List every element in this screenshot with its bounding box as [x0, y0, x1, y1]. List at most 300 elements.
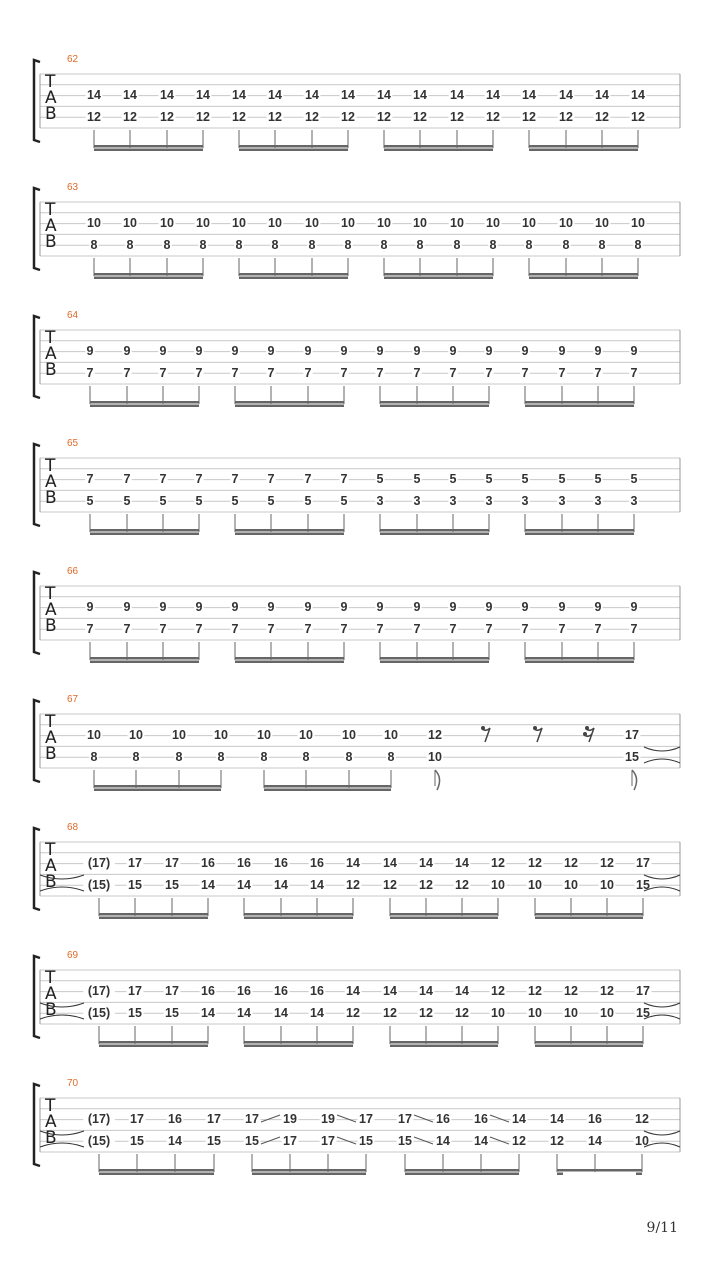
fret-number: 14	[123, 88, 137, 102]
fret-number: 12	[383, 1006, 397, 1020]
fret-number: 10	[600, 1006, 614, 1020]
fret-number: 14	[237, 878, 251, 892]
fret-number: 15	[625, 750, 639, 764]
system-bracket	[34, 444, 40, 526]
fret-number: 14	[201, 878, 215, 892]
fret-number: 7	[376, 366, 384, 380]
beam	[384, 277, 493, 280]
fret-number: 7	[340, 622, 348, 636]
tab-clef-letter: B	[45, 744, 57, 764]
slide-line	[261, 1115, 280, 1122]
fret-number: 5	[521, 472, 529, 486]
fret-number: 7	[123, 622, 131, 636]
fret-number: 16	[237, 856, 251, 870]
tab-clef-letter: T	[45, 840, 56, 860]
fret-number: 12	[268, 110, 282, 124]
fret-number: 5	[413, 472, 421, 486]
fret-number: 7	[485, 366, 493, 380]
fret-number: 14	[559, 88, 573, 102]
fret-number: 14	[413, 88, 427, 102]
beam	[94, 149, 203, 152]
beam	[264, 785, 391, 788]
fret-number: 5	[485, 472, 493, 486]
fret-number: 3	[558, 494, 566, 508]
fret-number: 15	[130, 1134, 144, 1148]
beam	[525, 661, 634, 664]
beam	[99, 1041, 208, 1044]
beam	[235, 405, 344, 408]
fret-number: 15	[128, 1006, 142, 1020]
tab-system	[34, 310, 680, 407]
fret-number: 14	[310, 878, 324, 892]
fret-number: 7	[304, 622, 312, 636]
beam	[235, 661, 344, 664]
fret-number: 10	[196, 216, 210, 230]
fret-number: 12	[600, 856, 614, 870]
fret-number: 16	[274, 984, 288, 998]
fret-number: 7	[630, 622, 638, 636]
fret-number: 9	[304, 344, 312, 358]
fret-number: 19	[321, 1112, 335, 1126]
fret-number: 7	[231, 366, 239, 380]
fret-number: 9	[123, 344, 131, 358]
beam	[99, 1173, 214, 1176]
fret-number: 7	[195, 472, 203, 486]
fret-number: 10	[257, 728, 271, 742]
fret-number: 9	[159, 344, 167, 358]
fret-number: 7	[594, 366, 602, 380]
fret-number: 8	[453, 238, 461, 252]
fret-number: 8	[380, 238, 388, 252]
fret-number: 14	[455, 984, 469, 998]
fret-number: 12	[564, 984, 578, 998]
fret-number: 3	[449, 494, 457, 508]
fret-number: 14	[268, 88, 282, 102]
beam	[94, 145, 203, 148]
beam	[525, 401, 634, 404]
system-bracket	[34, 956, 40, 1038]
fret-number: 17	[283, 1134, 297, 1148]
fret-number: 15	[636, 878, 650, 892]
fret-number: 10	[384, 728, 398, 742]
fret-number: 9	[449, 600, 457, 614]
fret-number: 9	[594, 600, 602, 614]
tab-system	[34, 822, 680, 919]
fret-number: 9	[231, 600, 239, 614]
tab-clef-letter: T	[45, 200, 56, 220]
beam	[525, 529, 634, 532]
fret-number: 14	[87, 88, 101, 102]
slide-line	[414, 1115, 433, 1122]
fret-number: 15	[207, 1134, 221, 1148]
fret-number: 9	[630, 344, 638, 358]
fret-number: 16	[310, 856, 324, 870]
fret-number: 7	[340, 366, 348, 380]
fret-number: 14	[631, 88, 645, 102]
measure-number: 67	[67, 694, 79, 705]
beam	[235, 529, 344, 532]
fret-number: 9	[376, 600, 384, 614]
fret-number: 12	[123, 110, 137, 124]
beam	[380, 405, 489, 408]
beam	[99, 917, 208, 920]
tab-clef-letter: B	[45, 104, 57, 124]
fret-number: 10	[129, 728, 143, 742]
fret-number: 12	[232, 110, 246, 124]
fret-number: 5	[159, 494, 167, 508]
beam	[384, 273, 493, 276]
fret-number: 8	[416, 238, 424, 252]
tab-clef-letter: B	[45, 232, 57, 252]
fret-number: 14	[377, 88, 391, 102]
fret-number: 10	[87, 216, 101, 230]
fret-number: 9	[521, 600, 529, 614]
fret-number: 14	[383, 856, 397, 870]
fret-number: 17	[625, 728, 639, 742]
fret-number: 12	[196, 110, 210, 124]
fret-number: 17	[130, 1112, 144, 1126]
fret-number: 8	[271, 238, 279, 252]
fret-number: 14	[274, 1006, 288, 1020]
fret-number: 5	[340, 494, 348, 508]
fret-number: 3	[594, 494, 602, 508]
fret-number: 12	[413, 110, 427, 124]
beam	[384, 145, 493, 148]
fret-number: 9	[304, 600, 312, 614]
eighth-rest-icon	[533, 726, 542, 742]
fret-number: 5	[594, 472, 602, 486]
beam	[90, 401, 199, 404]
fret-number: 14	[232, 88, 246, 102]
fret-number: 8	[525, 238, 533, 252]
fret-number: 8	[345, 750, 353, 764]
beam	[390, 913, 498, 916]
fret-number: 15	[359, 1134, 373, 1148]
measure-number: 64	[67, 310, 79, 321]
fret-number: 16	[436, 1112, 450, 1126]
fret-number: 10	[528, 878, 542, 892]
beam	[235, 657, 344, 660]
fret-number: 8	[308, 238, 316, 252]
beam	[235, 533, 344, 536]
tab-clef-letter: T	[45, 1096, 56, 1116]
fret-number: 17	[128, 856, 142, 870]
tab-clef-letter: A	[45, 344, 57, 364]
fret-number: 9	[413, 344, 421, 358]
fret-number: 12	[377, 110, 391, 124]
tab-clef-letter: A	[45, 984, 57, 1004]
fret-number: (17)	[87, 1112, 111, 1126]
fret-number: 10	[559, 216, 573, 230]
fret-number: 7	[558, 366, 566, 380]
beam	[557, 1169, 642, 1172]
fret-number: (15)	[87, 878, 111, 892]
beam	[252, 1169, 366, 1172]
fret-number: 9	[267, 344, 275, 358]
fret-number: 5	[376, 472, 384, 486]
beam	[239, 277, 348, 280]
fret-number: 14	[588, 1134, 602, 1148]
system-bracket	[34, 828, 40, 910]
beam	[636, 1173, 642, 1176]
fret-number: 17	[398, 1112, 412, 1126]
beam	[525, 533, 634, 536]
slide-line	[490, 1137, 509, 1144]
fret-number: 12	[631, 110, 645, 124]
tab-clef-letter: T	[45, 968, 56, 988]
tab-clef-letter: A	[45, 728, 57, 748]
fret-number: 15	[398, 1134, 412, 1148]
fret-number: 17	[359, 1112, 373, 1126]
beam	[94, 277, 203, 280]
fret-number: 7	[521, 622, 529, 636]
fret-number: 9	[376, 344, 384, 358]
beam	[405, 1173, 519, 1176]
fret-number: 16	[474, 1112, 488, 1126]
beam	[90, 661, 199, 664]
fret-number: 9	[86, 344, 94, 358]
fret-number: 10	[268, 216, 282, 230]
fret-number: 12	[559, 110, 573, 124]
fret-number: 7	[86, 366, 94, 380]
beam	[529, 277, 638, 280]
fret-number: 14	[341, 88, 355, 102]
beam	[99, 913, 208, 916]
fret-number: 16	[588, 1112, 602, 1126]
fret-number: 12	[346, 878, 360, 892]
fret-number: 7	[86, 622, 94, 636]
tab-clef-letter: B	[45, 1000, 57, 1020]
fret-number: 10	[160, 216, 174, 230]
tab-system	[34, 566, 680, 663]
beam	[535, 913, 643, 916]
fret-number: 15	[245, 1134, 259, 1148]
fret-number: 16	[201, 856, 215, 870]
fret-number: 7	[449, 366, 457, 380]
fret-number: 14	[346, 856, 360, 870]
measure-number: 66	[67, 566, 79, 577]
fret-number: 10	[564, 878, 578, 892]
fret-number: 10	[600, 878, 614, 892]
tab-system	[34, 1078, 680, 1175]
tab-clef-letter: T	[45, 456, 56, 476]
beam	[390, 1045, 498, 1048]
fret-number: 9	[485, 344, 493, 358]
fret-number: 10	[342, 728, 356, 742]
fret-number: 12	[600, 984, 614, 998]
tab-clef-letter: T	[45, 328, 56, 348]
fret-number: 7	[267, 472, 275, 486]
fret-number: 14	[383, 984, 397, 998]
slide-line	[261, 1137, 280, 1144]
fret-number: 17	[165, 856, 179, 870]
fret-number: 7	[86, 472, 94, 486]
beam	[244, 1045, 353, 1048]
fret-number: 15	[636, 1006, 650, 1020]
fret-number: 9	[86, 600, 94, 614]
measure-number: 62	[67, 54, 79, 65]
fret-number: (17)	[87, 856, 111, 870]
fret-number: 14	[310, 1006, 324, 1020]
tab-system	[34, 182, 680, 279]
fret-number: 9	[195, 600, 203, 614]
fret-number: 8	[163, 238, 171, 252]
fret-number: 8	[217, 750, 225, 764]
fret-number: 10	[486, 216, 500, 230]
fret-number: 9	[231, 344, 239, 358]
fret-number: 10	[631, 216, 645, 230]
fret-number: 5	[304, 494, 312, 508]
fret-number: 14	[305, 88, 319, 102]
system-bracket	[34, 1084, 40, 1166]
fret-number: 7	[521, 366, 529, 380]
fret-number: 9	[413, 600, 421, 614]
fret-number: 8	[387, 750, 395, 764]
fret-number: 3	[376, 494, 384, 508]
fret-number: 12	[450, 110, 464, 124]
fret-number: 12	[419, 1006, 433, 1020]
fret-number: 12	[305, 110, 319, 124]
fret-number: 7	[304, 366, 312, 380]
fret-number: 3	[485, 494, 493, 508]
fret-number: 12	[491, 984, 505, 998]
fret-number: 7	[558, 622, 566, 636]
fret-number: (15)	[87, 1134, 111, 1148]
fret-number: 14	[346, 984, 360, 998]
beam	[535, 917, 643, 920]
fret-number: 8	[562, 238, 570, 252]
fret-number: 14	[486, 88, 500, 102]
beam	[529, 149, 638, 152]
fret-number: 12	[419, 878, 433, 892]
tab-clef-letter: T	[45, 584, 56, 604]
fret-number: 12	[87, 110, 101, 124]
note-flag	[632, 770, 637, 790]
fret-number: 15	[165, 1006, 179, 1020]
fret-number: 12	[528, 856, 542, 870]
sixteenth-rest-icon	[583, 726, 594, 742]
fret-number: 10	[635, 1134, 649, 1148]
beam	[239, 149, 348, 152]
fret-number: 9	[449, 344, 457, 358]
fret-number: 12	[595, 110, 609, 124]
tab-clef-letter: B	[45, 488, 57, 508]
fret-number: 12	[491, 856, 505, 870]
fret-number: 12	[383, 878, 397, 892]
fret-number: 14	[450, 88, 464, 102]
beam	[244, 917, 353, 920]
measure-number: 68	[67, 822, 79, 833]
beam	[239, 273, 348, 276]
fret-number: 7	[413, 366, 421, 380]
beam	[557, 1173, 563, 1176]
fret-number: 8	[132, 750, 140, 764]
fret-number: 8	[302, 750, 310, 764]
fret-number: 8	[344, 238, 352, 252]
fret-number: 9	[558, 600, 566, 614]
fret-number: 7	[159, 622, 167, 636]
beam	[90, 533, 199, 536]
fret-number: 7	[340, 472, 348, 486]
tab-system	[34, 694, 680, 791]
fret-number: 10	[123, 216, 137, 230]
fret-number: 7	[195, 366, 203, 380]
fret-number: 9	[123, 600, 131, 614]
fret-number: 14	[595, 88, 609, 102]
fret-number: 8	[199, 238, 207, 252]
tab-clef-letter: B	[45, 360, 57, 380]
beam	[380, 529, 489, 532]
fret-number: 16	[310, 984, 324, 998]
fret-number: 5	[558, 472, 566, 486]
system-bracket	[34, 700, 40, 782]
fret-number: 12	[564, 856, 578, 870]
fret-number: 14	[474, 1134, 488, 1148]
system-bracket	[34, 188, 40, 270]
fret-number: 12	[160, 110, 174, 124]
fret-number: 7	[304, 472, 312, 486]
fret-number: 10	[491, 1006, 505, 1020]
tie-icon	[644, 747, 680, 763]
fret-number: 8	[90, 238, 98, 252]
tab-system	[34, 438, 680, 535]
beam	[90, 405, 199, 408]
fret-number: 12	[428, 728, 442, 742]
fret-number: 14	[512, 1112, 526, 1126]
fret-number: 15	[128, 878, 142, 892]
fret-number: 14	[168, 1134, 182, 1148]
fret-number: 12	[528, 984, 542, 998]
tab-clef-letter: B	[45, 872, 57, 892]
fret-number: 8	[90, 750, 98, 764]
beam	[99, 1169, 214, 1172]
fret-number: 14	[419, 856, 433, 870]
fret-number: 9	[267, 600, 275, 614]
fret-number: 7	[231, 472, 239, 486]
fret-number: 7	[376, 622, 384, 636]
page-number: 9/11	[646, 1220, 678, 1236]
fret-number: (17)	[87, 984, 111, 998]
measure-number: 69	[67, 950, 79, 961]
tab-clef-letter: A	[45, 472, 57, 492]
fret-number: 9	[630, 600, 638, 614]
fret-number: 9	[521, 344, 529, 358]
fret-number: 10	[214, 728, 228, 742]
beam	[405, 1169, 519, 1172]
fret-number: 7	[485, 622, 493, 636]
beam	[244, 913, 353, 916]
fret-number: 14	[419, 984, 433, 998]
fret-number: 10	[232, 216, 246, 230]
tab-clef-letter: A	[45, 1112, 57, 1132]
fret-number: 7	[123, 472, 131, 486]
fret-number: 17	[636, 984, 650, 998]
fret-number: 16	[274, 856, 288, 870]
fret-number: 10	[564, 1006, 578, 1020]
fret-number: 10	[528, 1006, 542, 1020]
beam	[380, 401, 489, 404]
fret-number: 8	[126, 238, 134, 252]
tab-clef-letter: B	[45, 1128, 57, 1148]
fret-number: 14	[196, 88, 210, 102]
beam	[525, 405, 634, 408]
tab-system	[34, 54, 680, 151]
fret-number: 5	[123, 494, 131, 508]
beam	[264, 789, 391, 792]
tab-clef-letter: A	[45, 216, 57, 236]
tab-clef-letter: A	[45, 88, 57, 108]
fret-number: 12	[635, 1112, 649, 1126]
